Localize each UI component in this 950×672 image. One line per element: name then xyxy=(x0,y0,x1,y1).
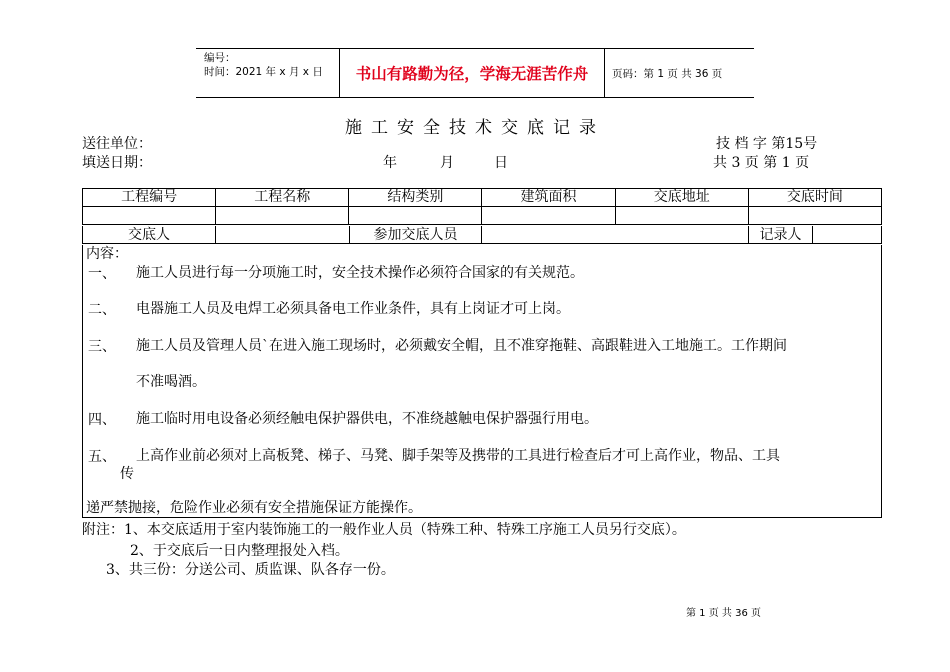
date-day: 日 xyxy=(494,155,508,171)
header-project-name: 工程名称 xyxy=(216,189,349,207)
cell-blank xyxy=(482,207,615,225)
header-building-area: 建筑面积 xyxy=(482,189,615,207)
item-3-text: 施工人员及管理人员`在进入施工现场时，必须戴安全帽，且不准穿拖鞋、高跟鞋进入工地施工。工作期间 xyxy=(136,338,787,354)
item-1-number: 一、 xyxy=(88,266,116,282)
date-year: 年 xyxy=(383,155,397,171)
document-title: 施工安全技术交底记录 xyxy=(345,118,605,138)
header-left xyxy=(204,51,323,79)
personnel-row xyxy=(82,226,882,244)
table-blank-row xyxy=(83,207,882,225)
content-label: 内容： xyxy=(86,246,128,262)
handover-person-label: 交底人 xyxy=(83,226,216,244)
item-3-text-cont: 不准喝酒。 xyxy=(136,374,206,390)
cell-blank xyxy=(349,207,482,225)
serial-label: 编号： xyxy=(204,52,236,64)
note-1: 附注：1、本交底适用于室内装饰施工的一般作业人员（特殊工种、特殊工序施工人员另行交底）。 xyxy=(82,522,686,538)
header-handover-address: 交底地址 xyxy=(615,189,748,207)
item-5-text: 上高作业前必须对上高板凳、梯子、马凳、脚手架等及携带的工具进行检查后才可上高作业，物品、工具 xyxy=(136,448,780,464)
archive-number: 技 档 字 第15号 xyxy=(716,136,818,152)
note-2: 2、于交底后一日内整理报处入档。 xyxy=(130,543,349,559)
project-info-table xyxy=(82,188,882,225)
motto: 书山有路勤为径，学海无涯苦作舟 xyxy=(339,49,605,97)
send-date-label: 填送日期： xyxy=(82,155,152,171)
date-month: 月 xyxy=(440,155,454,171)
item-5-text-cont: 传 xyxy=(120,466,134,482)
time-label: 时间：2021 年 x 月 x 日 xyxy=(204,66,323,78)
cell-blank xyxy=(83,207,216,225)
header-handover-time: 交底时间 xyxy=(748,189,881,207)
item-2-number: 二、 xyxy=(88,302,116,318)
item-5-text-cont2: 递严禁抛接，危险作业必须有安全措施保证方能操作。 xyxy=(86,500,422,516)
item-4-text: 施工临时用电设备必须经触电保护器供电，不准绕越触电保护器强行用电。 xyxy=(136,411,598,427)
table-header-row xyxy=(83,189,882,207)
item-1-text: 施工人员进行每一分项施工时，安全技术操作必须符合国家的有关规范。 xyxy=(136,265,584,281)
page-code: 页码：第 1 页 共 36 页 xyxy=(612,68,723,80)
send-unit-label: 送往单位： xyxy=(82,136,152,152)
header-structure-type: 结构类别 xyxy=(349,189,482,207)
note-3: 3、共三份：分送公司、质监课、队各存一份。 xyxy=(106,562,395,578)
item-3-number: 三、 xyxy=(88,339,116,355)
participants-label: 参加交底人员 xyxy=(349,226,482,244)
item-4-number: 四、 xyxy=(88,412,116,428)
header-project-number: 工程编号 xyxy=(83,189,216,207)
item-2-text: 电器施工人员及电焊工必须具备电工作业条件，具有上岗证才可上岗。 xyxy=(136,301,570,317)
document-header xyxy=(196,48,754,98)
page-info: 共 3 页 第 1 页 xyxy=(713,155,810,171)
item-5-number: 五、 xyxy=(88,449,116,465)
cell-blank xyxy=(615,207,748,225)
recorder-label: 记录人 xyxy=(748,226,813,244)
page-footer: 第 1 页 共 36 页 xyxy=(686,608,761,619)
cell-blank xyxy=(216,207,349,225)
cell-blank xyxy=(748,207,881,225)
